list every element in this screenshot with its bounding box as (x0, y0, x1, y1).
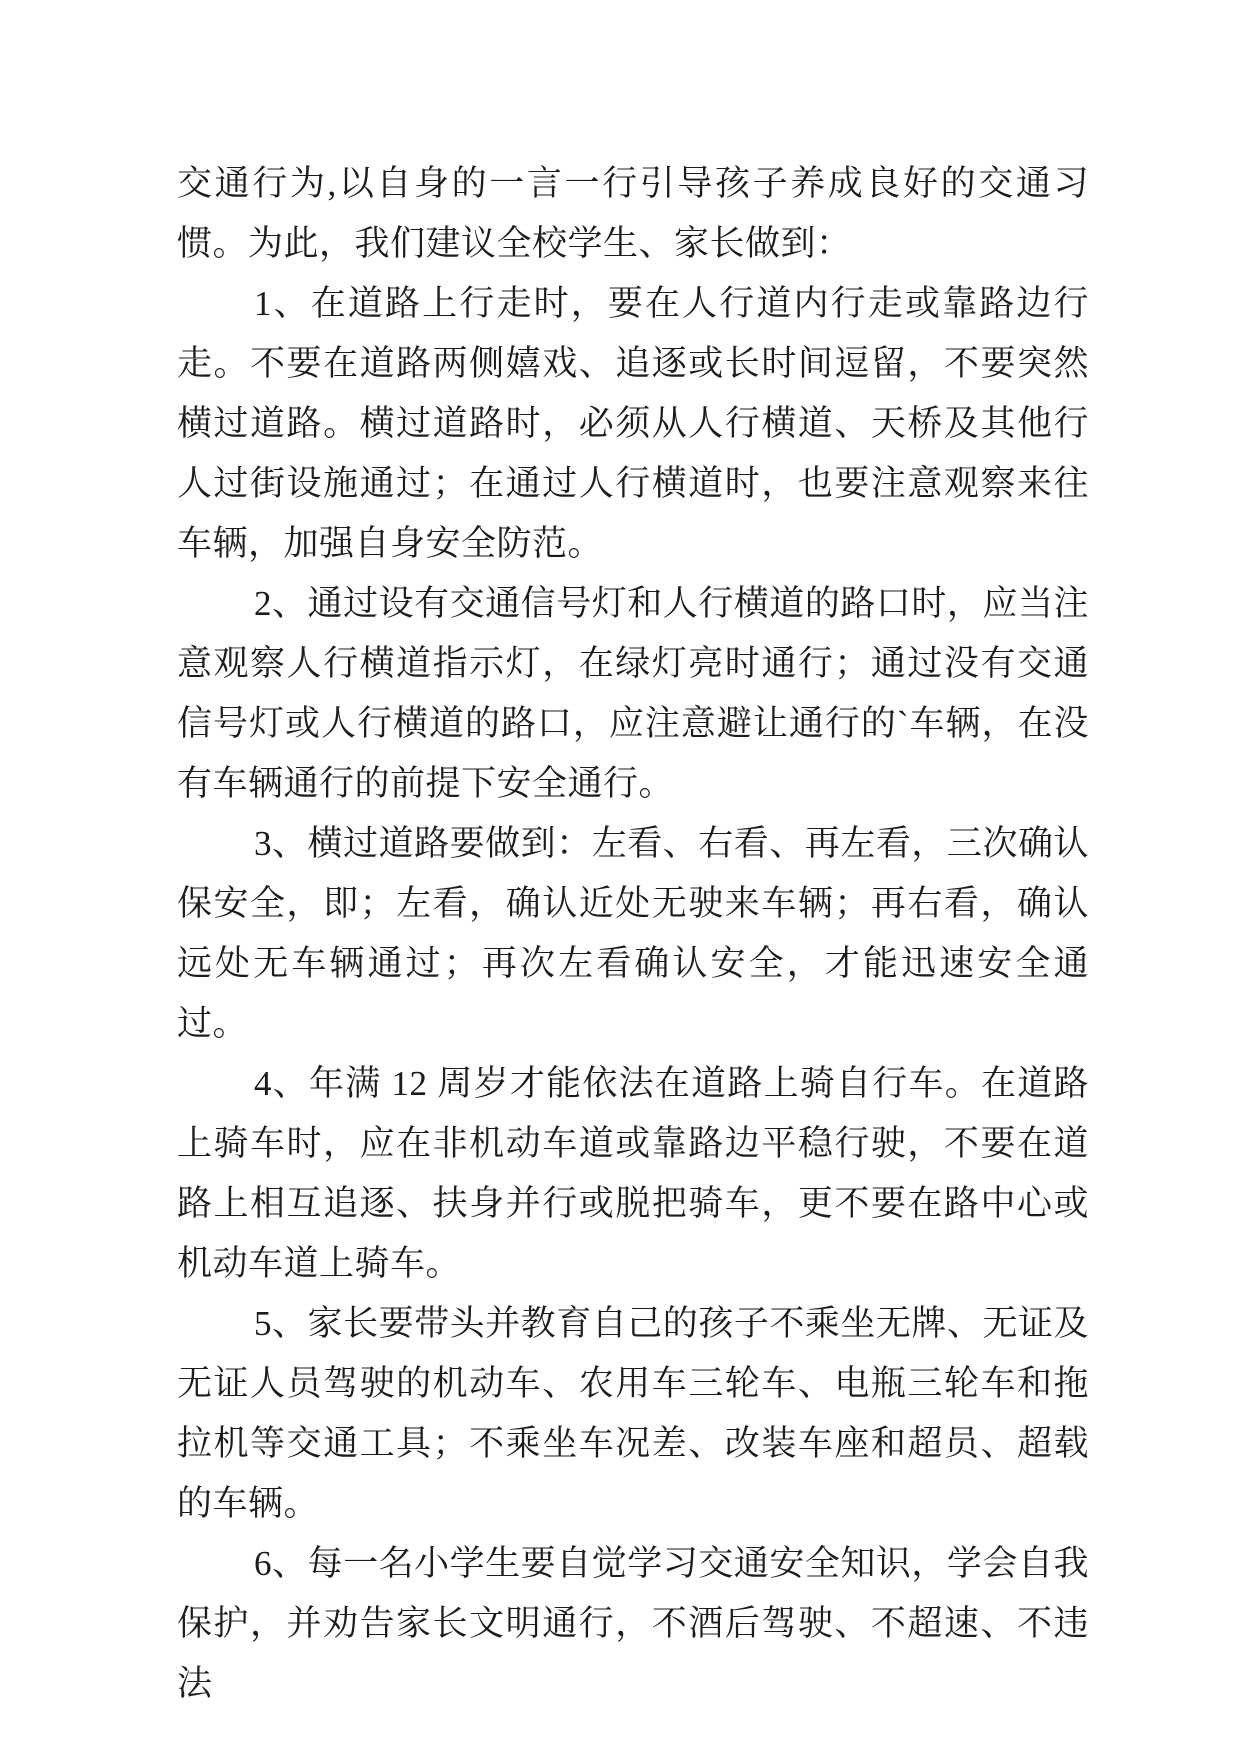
paragraph-item-6: 6、每一名小学生要自觉学习交通安全知识，学会自我保护，并劝告家长文明通行，不酒后驾驶、不超速、不违法 (177, 1544, 1089, 1703)
paragraph-continuation: 交通行为,以自身的一言一行引导孩子养成良好的交通习惯。为此，我们建议全校学生、家长做到： (177, 164, 1089, 263)
paragraph-item-4: 4、年满 12 周岁才能依法在道路上骑自行车。在道路上骑车时，应在非机动车道或靠路边平稳行驶，不要在道路上相互追逐、扶身并行或脱把骑车，更不要在路中心或机动车道上骑车。 (177, 1064, 1089, 1283)
paragraph-item-2: 2、通过设有交通信号灯和人行横道的路口时，应当注意观察人行横道指示灯，在绿灯亮时通行；通过没有交通信号灯或人行横道的路口，应注意避让通行的`车辆，在没有车辆通行的前提下安全通行。 (177, 584, 1089, 803)
paragraph-item-1: 1、在道路上行走时，要在人行道内行走或靠路边行走。不要在道路两侧嬉戏、追逐或长时间逗留，不要突然横过道路。横过道路时，必须从人行横道、天桥及其他行人过街设施通过；在通过人行横道时，也要注意观察来往车辆，加强自身安全防范。 (177, 284, 1089, 563)
paragraph-item-3: 3、横过道路要做到：左看、右看、再左看，三次确认保安全，即；左看，确认近处无驶来车辆；再右看，确认远处无车辆通过；再次左看确认安全，才能迅速安全通过。 (177, 824, 1089, 1043)
paragraph-item-5: 5、家长要带头并教育自己的孩子不乘坐无牌、无证及无证人员驾驶的机动车、农用车三轮车、电瓶三轮车和拖拉机等交通工具；不乘坐车况差、改装车座和超员、超载的车辆。 (177, 1304, 1089, 1523)
